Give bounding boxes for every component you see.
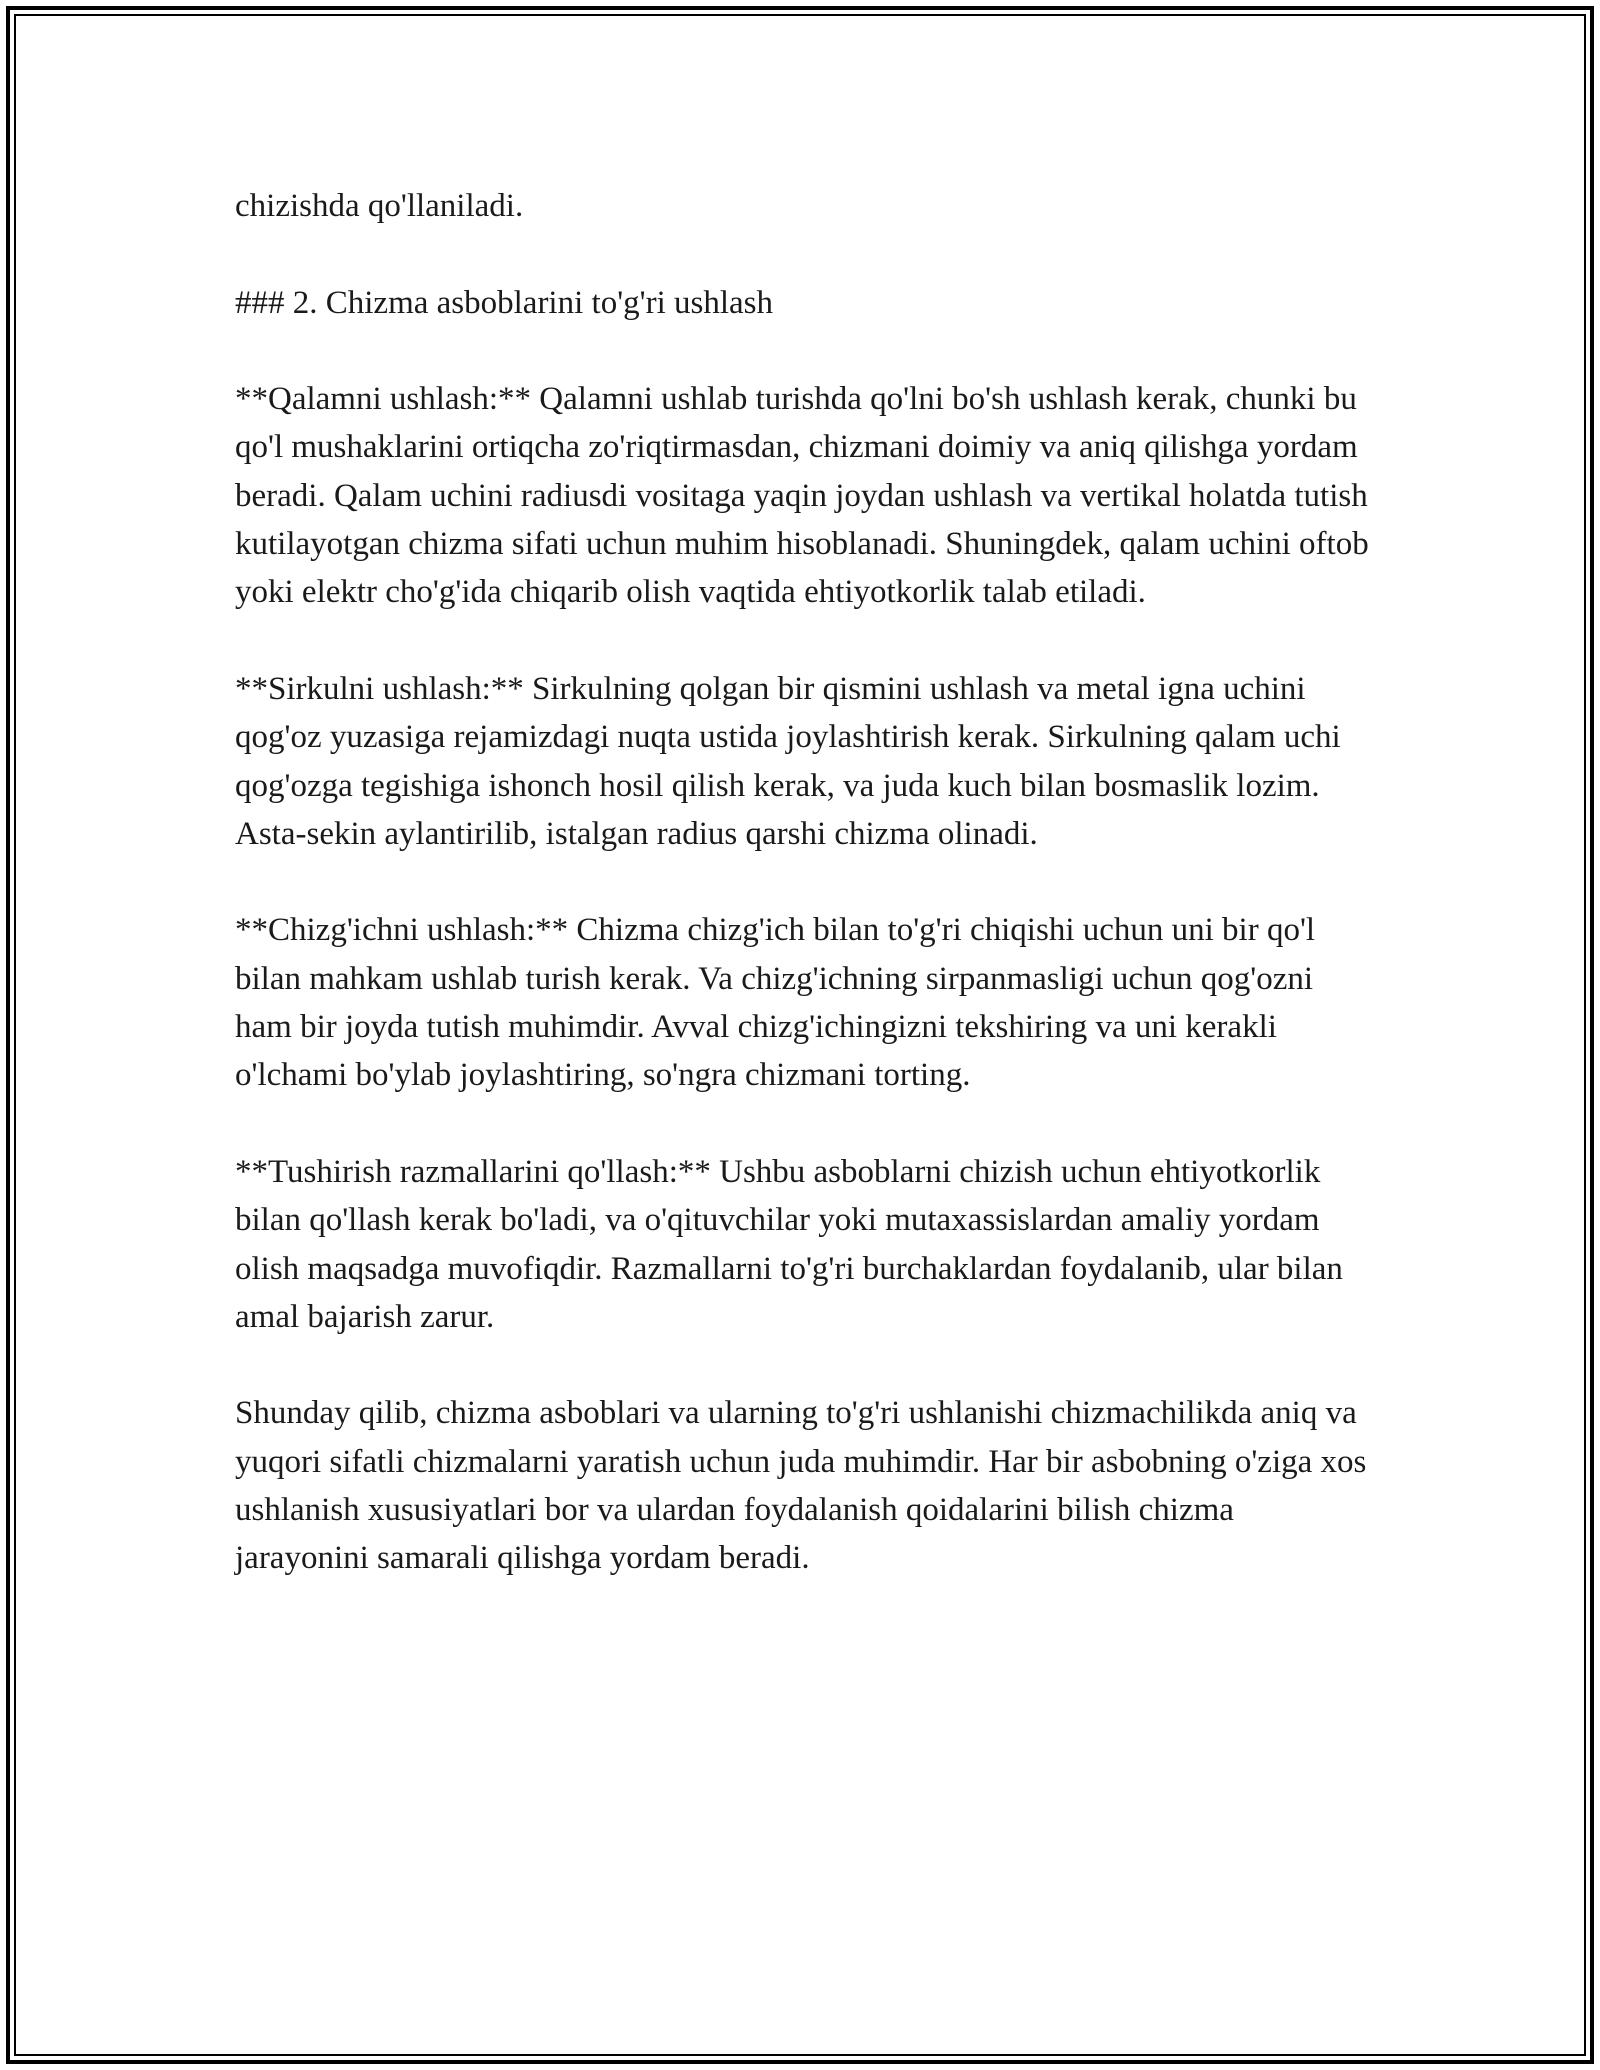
section-heading: ### 2. Chizma asboblarini to'g'ri ushlash <box>235 284 773 321</box>
paragraph-ruler: **Chizg'ichni ushlash:** Chizma chizg'ich bilan to'g'ri chiqishi uchun uni bir qo'l bilan mahkam ushlab turish kerak. Va chizg'ichning sirpanmasligi uchun qog'ozni ham bir joyda tutish muhimdir. Avval chizg'ichingizni tekshiring va uni kerakli o'lchami bo'ylab joylashtiring, so'ngra chizmani torting. <box>235 912 1316 1094</box>
paragraph-continuation: chizishda qo'llaniladi. <box>235 188 524 224</box>
document-body <box>235 182 1375 1631</box>
paragraph-pencil: **Qalamni ushlash:** Qalamni ushlab turishda qo'lni bo'sh ushlash kerak, chunki bu qo'l mushaklarini ortiqcha zo'riqtirmasdan, chizmani doimiy va aniq qilishga yordam beradi. Qalam uchini radiusdi vositaga yaqin joydan ushlash va vertikal holatda tutish kutilayotgan chizma sifati uchun muhim hisoblanadi. Shuningdek, qalam uchini oftob yoki elektr cho'g'ida chiqarib olish vaqtida ehtiyotkorlik talab etiladi. <box>235 381 1369 611</box>
paragraph-conclusion: Shunday qilib, chizma asboblari va ularning to'g'ri ushlanishi chizmachilikda aniq va yuqori sifatli chizmalarni yaratish uchun juda muhimdir. Har bir asbobning o'ziga xos ushlanish xususiyatlari bor va ulardan foydalanish qoidalarini bilish chizma jarayonini samarali qilishga yordam beradi. <box>235 1395 1367 1577</box>
paragraph-compass: **Sirkulni ushlash:** Sirkulning qolgan bir qismini ushlash va metal igna uchini qog'oz yuzasiga rejamizdagi nuqta ustida joylashtirish kerak. Sirkulning qalam uchi qog'ozga tegishiga ishonch hosil qilish kerak, va juda kuch bilan bosmaslik lozim. Asta-sekin aylantirilib, istalgan radius qarshi chizma olinadi. <box>235 670 1341 852</box>
paragraph-tools: **Tushirish razmallarini qo'llash:** Ushbu asboblarni chizish uchun ehtiyotkorlik bilan qo'llash kerak bo'ladi, va o'qituvchilar yoki mutaxassislardan amaliy yordam olish maqsadga muvofiqdir. Razmallarni to'g'ri burchaklardan foydalanib, ular bilan amal bajarish zarur. <box>235 1153 1343 1335</box>
